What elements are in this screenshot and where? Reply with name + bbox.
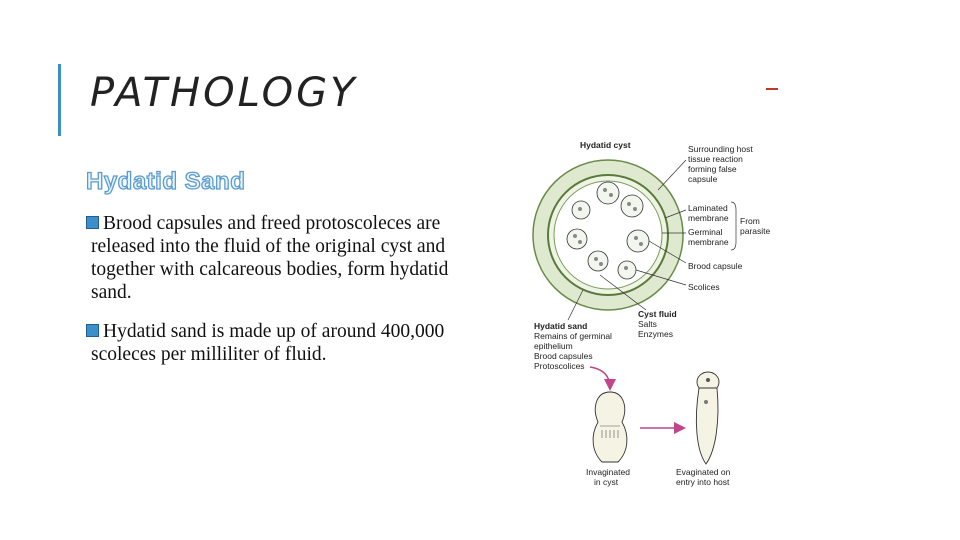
label-invaginated-2: in cyst — [594, 477, 619, 487]
diagram-heading: Hydatid cyst — [580, 140, 631, 150]
label-cyst-fluid: Cyst fluid — [638, 309, 677, 319]
hydatid-cyst-diagram — [528, 130, 788, 490]
label-protoscolices: Protoscolices — [534, 361, 585, 371]
arrow-to-invaginated — [590, 367, 610, 388]
evaginated-protoscolex-illustration — [696, 372, 719, 464]
label-laminated-1: Laminated — [688, 203, 728, 213]
invaginated-protoscolex-illustration — [593, 392, 627, 462]
label-from-1: From — [740, 216, 760, 226]
bullet-1-line-4: sand. — [91, 282, 132, 303]
bullet-1-line-2: released into the fluid of the original cyst and — [91, 236, 446, 257]
label-enzymes: Enzymes — [638, 329, 673, 339]
corner-mark — [766, 88, 778, 90]
label-germinal-1: Germinal — [688, 227, 723, 237]
bullet-2-line-1: Hydatid sand is made up of around 400,000 — [103, 321, 445, 342]
slide-subtitle: Hydatid Sand — [86, 168, 246, 195]
label-brood-capsules: Brood capsules — [534, 351, 593, 361]
title-accent-bar — [58, 64, 61, 136]
bullet-1 — [86, 212, 506, 304]
label-laminated-2: membrane — [688, 213, 729, 223]
slide-title: PATHOLOGY — [90, 70, 358, 116]
label-remains: Remains of germinal — [534, 331, 612, 341]
label-invaginated-1: Invaginated — [586, 467, 630, 477]
label-salts: Salts — [638, 319, 657, 329]
label-hydatid-sand: Hydatid sand — [534, 321, 588, 331]
label-host-1: Surrounding host — [688, 144, 753, 154]
label-evaginated-2: entry into host — [676, 477, 730, 487]
label-scolices: Scolices — [688, 282, 720, 292]
label-epithelium: epithelium — [534, 341, 573, 351]
bullet-square-icon — [86, 324, 99, 337]
label-evaginated-1: Evaginated on — [676, 467, 731, 477]
bullet-1-line-1: Brood capsules and freed protoscoleces are — [103, 213, 441, 234]
bullet-square-icon — [86, 216, 99, 229]
bullet-2 — [86, 320, 506, 366]
label-brood-capsule: Brood capsule — [688, 261, 743, 271]
label-germinal-2: membrane — [688, 237, 729, 247]
bullet-1-line-3: together with calcareous bodies, form hydatid — [91, 259, 449, 280]
cyst-illustration — [533, 160, 683, 310]
label-host-3: forming false — [688, 164, 737, 174]
label-from-2: parasite — [740, 226, 771, 236]
label-host-4: capsule — [688, 174, 718, 184]
label-host-2: tissue reaction — [688, 154, 743, 164]
bullet-2-line-2: scoleces per milliliter of fluid. — [91, 344, 327, 365]
